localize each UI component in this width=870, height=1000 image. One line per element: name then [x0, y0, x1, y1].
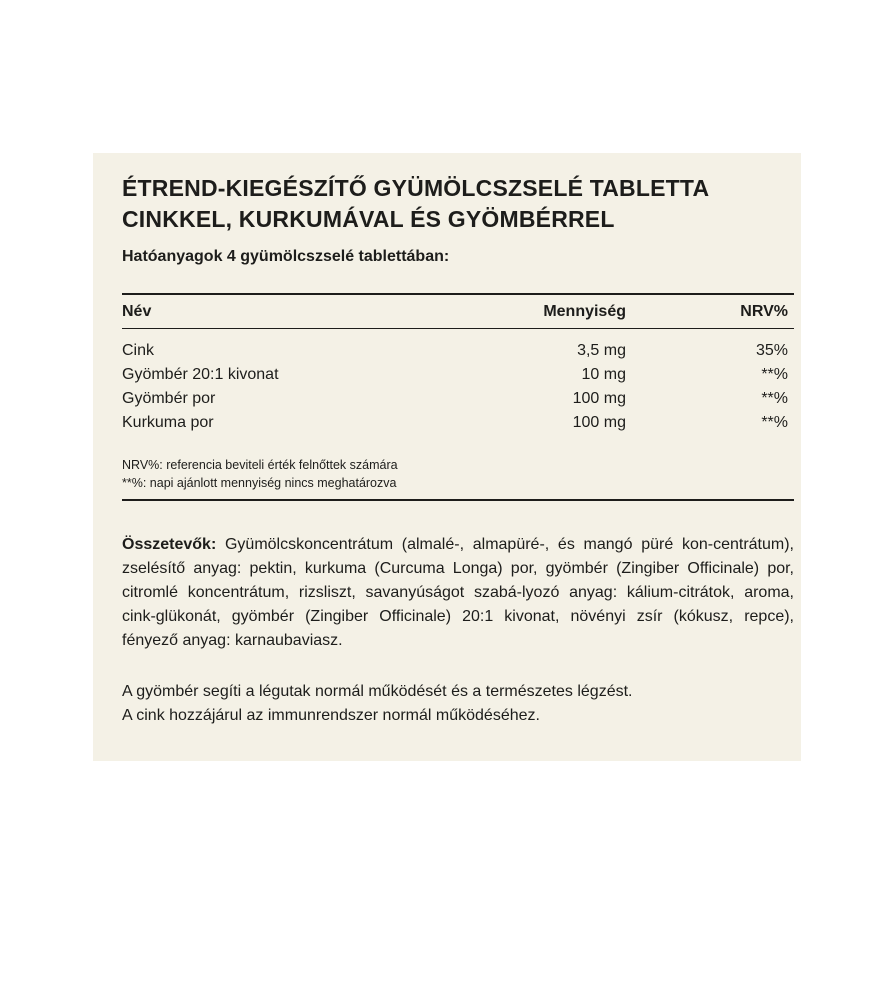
row-name: Kurkuma por: [122, 414, 214, 431]
table-bottom-rule: [122, 499, 794, 501]
table-row: [122, 411, 794, 435]
footnote-stars: **%: napi ajánlott mennyiség nincs meghatározva: [122, 476, 397, 490]
health-claims: [122, 680, 632, 728]
table-footnotes: [122, 456, 398, 492]
claim-ginger: A gyömbér segíti a légutak normál működését és a természetes légzést.: [122, 683, 633, 700]
header-nrv: NRV%: [740, 303, 788, 320]
table-top-rule: [122, 293, 794, 295]
row-nrv: **%: [761, 414, 788, 431]
table-body: [122, 339, 794, 435]
row-nrv: **%: [761, 366, 788, 383]
row-quantity: 100 mg: [572, 390, 626, 407]
table-row: [122, 387, 794, 411]
footnote-nrv: NRV%: referencia beviteli érték felnőttek számára: [122, 458, 398, 472]
row-name: Gyömbér por: [122, 390, 216, 407]
table-header-rule: [122, 328, 794, 329]
row-quantity: 3,5 mg: [577, 342, 626, 359]
row-quantity: 100 mg: [572, 414, 626, 431]
table-row: [122, 339, 794, 363]
active-ingredients-heading: Hatóanyagok 4 gyümölcszselé tablettában:: [122, 248, 450, 265]
row-quantity: 10 mg: [581, 366, 626, 383]
nutrition-table: [122, 303, 794, 431]
row-nrv: **%: [761, 390, 788, 407]
product-title-line-2: CINKKEL, KURKUMÁVAL ÉS GYÖMBÉRREL: [122, 206, 615, 232]
row-name: Gyömbér 20:1 kivonat: [122, 366, 279, 383]
table-header-row: [122, 303, 794, 323]
ingredients-paragraph: [122, 533, 794, 653]
product-title: [122, 173, 709, 235]
product-title-line-1: ÉTREND-KIEGÉSZÍTŐ GYÜMÖLCSZSELÉ TABLETTA: [122, 175, 710, 201]
row-nrv: 35%: [755, 342, 788, 359]
product-label-panel: [93, 153, 801, 761]
ingredients-label: Összetevők:: [122, 536, 217, 553]
table-row: [122, 363, 794, 387]
claim-zinc: A cink hozzájárul az immunrendszer normál működéséhez.: [122, 707, 540, 724]
header-quantity: Mennyiség: [543, 303, 626, 320]
row-name: Cink: [122, 342, 155, 359]
header-name: Név: [122, 303, 152, 320]
ingredients-text: Gyümölcskoncentrátum (almalé-, almapüré-, és mangó püré kon-centrátum), zselésítő anyag: pektin, kurkuma (Curcuma Longa) por, gyömbér (Zingiber Officinale) por, citromlé koncentrátum, rizsliszt, savanyúságot szabá-lyozó anyag: kálium-citrátok, aroma, cink-glükonát, gyömbér (Zingiber Officinale) 20:1 kivonat, növényi zsír (kókusz, repce), fényező anyag: karnaubaviasz.: [122, 536, 794, 649]
